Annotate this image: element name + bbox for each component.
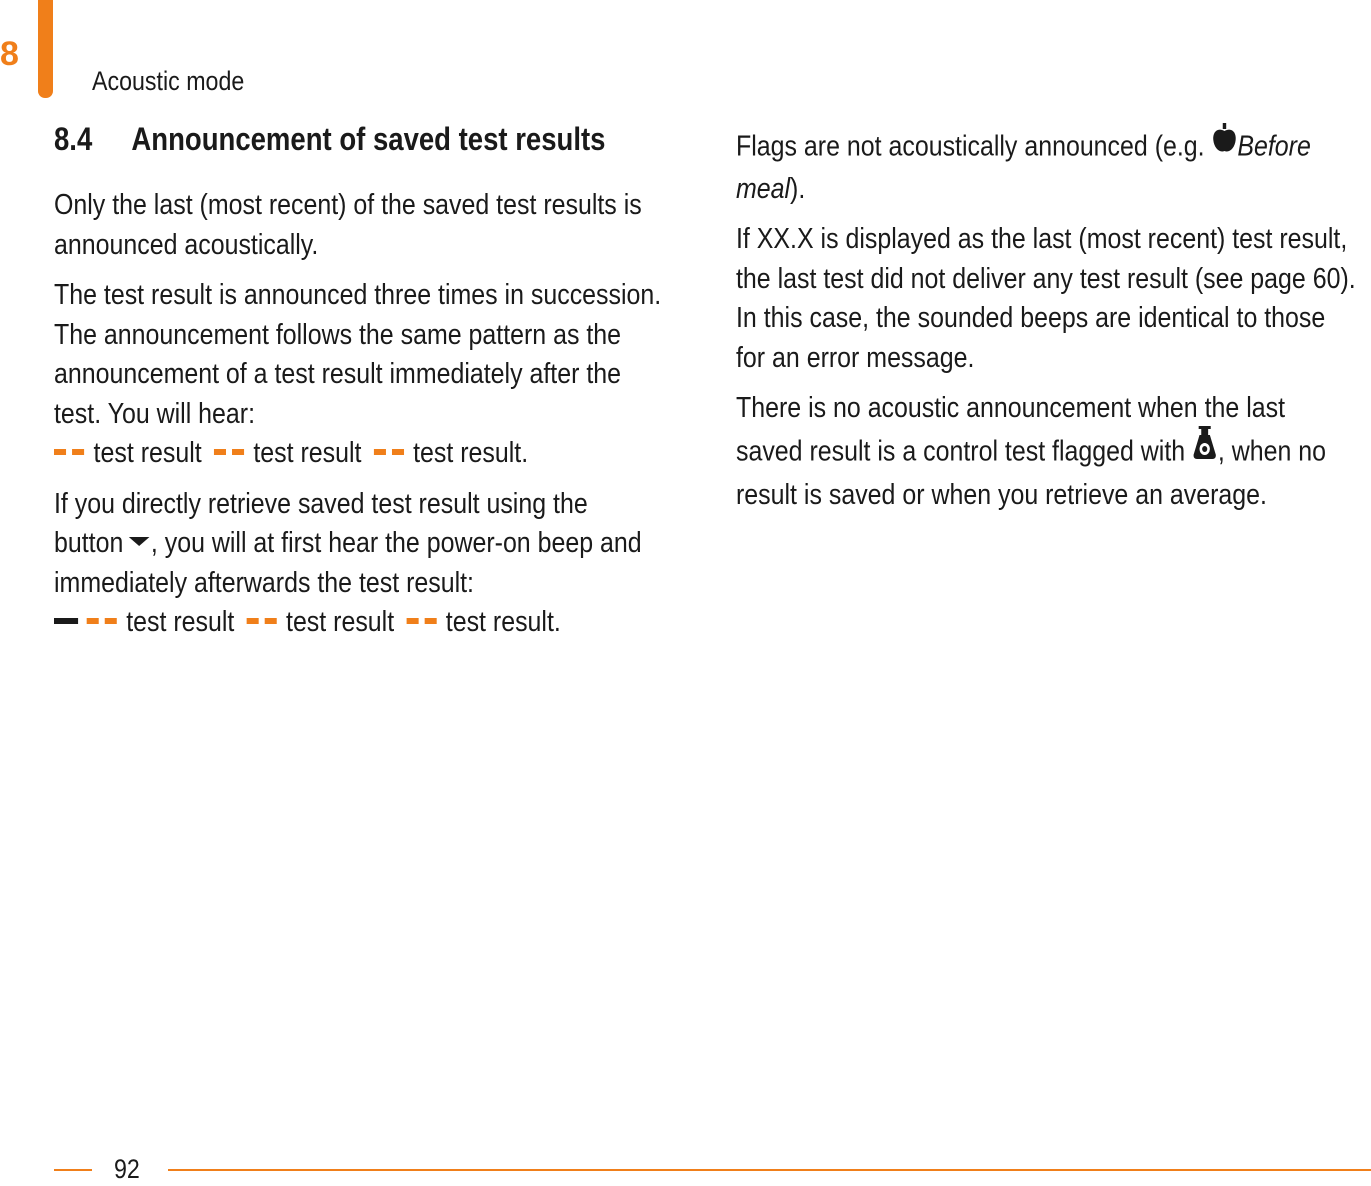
orange-dash-icon bbox=[374, 434, 410, 474]
sequence-item: test result bbox=[126, 606, 235, 638]
paragraph-flags bbox=[736, 126, 1364, 209]
page-number: 92 bbox=[114, 1154, 140, 1184]
orange-dash-icon bbox=[54, 434, 90, 474]
section-heading bbox=[54, 118, 673, 160]
footer-rule-right bbox=[168, 1169, 1371, 1171]
long-beep-icon bbox=[54, 618, 78, 624]
footer-rule-left bbox=[54, 1169, 92, 1171]
running-title: Acoustic mode bbox=[92, 66, 245, 96]
section-number: 8.4 bbox=[54, 121, 93, 157]
sequence-item: test result bbox=[286, 606, 395, 638]
sequence-item: test result bbox=[253, 437, 362, 469]
text-line: If XX.X is displayed as the last (most recent) test result, bbox=[736, 223, 1348, 255]
paragraph-no-announcement bbox=[736, 389, 1364, 516]
chapter-tab bbox=[38, 0, 53, 98]
text-fragment: saved result is a control test flagged with bbox=[736, 434, 1186, 467]
paragraph-xx-display bbox=[736, 220, 1364, 378]
text-line: for an error message. bbox=[736, 341, 975, 374]
flag-before-text: Before bbox=[1237, 130, 1311, 163]
paragraph-direct-retrieve bbox=[54, 485, 673, 643]
text-fragment: Flags are not acoustically announced (e.g. bbox=[736, 130, 1205, 163]
text-line bbox=[736, 429, 1364, 477]
text-line: The announcement follows the same pattern as the bbox=[54, 318, 622, 351]
paragraph-last-result bbox=[54, 186, 673, 265]
text-fragment: , when no bbox=[1217, 434, 1327, 467]
right-column bbox=[736, 126, 1371, 527]
section-title: Announcement of saved test results bbox=[131, 121, 606, 157]
text-line bbox=[736, 126, 1364, 170]
text-line: announcement of a test result immediately after the bbox=[54, 358, 621, 390]
text-line: result is saved or when you retrieve an average. bbox=[736, 479, 1267, 511]
text-fragment: , you will at first hear the power-on beep and bbox=[150, 527, 642, 559]
left-column bbox=[54, 118, 774, 654]
paragraph-three-times bbox=[54, 276, 673, 474]
orange-dash-icon bbox=[406, 603, 442, 643]
orange-dash-icon bbox=[214, 434, 250, 474]
text-line: announced acoustically. bbox=[54, 228, 319, 261]
flag-meal-text: meal bbox=[736, 172, 791, 205]
sequence-item: test result. bbox=[445, 606, 561, 638]
text-fragment: button bbox=[54, 527, 124, 559]
text-line bbox=[736, 170, 1364, 210]
text-line: test. You will hear: bbox=[54, 397, 256, 430]
text-line: the last test did not deliver any test result (see page 60). bbox=[736, 262, 1356, 295]
text-line: There is no acoustic announcement when the last bbox=[736, 392, 1286, 424]
orange-dash-icon bbox=[87, 603, 123, 643]
text-line: The test result is announced three times in succession. bbox=[54, 279, 662, 311]
text-fragment: ). bbox=[790, 172, 806, 205]
apple-icon bbox=[1212, 122, 1238, 166]
chapter-number: 8 bbox=[0, 35, 19, 73]
control-bottle-icon bbox=[1192, 425, 1218, 473]
text-line: Only the last (most recent) of the saved test results is bbox=[54, 189, 642, 221]
orange-dash-icon bbox=[246, 603, 282, 643]
text-line: In this case, the sounded beeps are identical to those bbox=[736, 302, 1326, 334]
sequence-item: test result bbox=[93, 437, 202, 469]
text-line: If you directly retrieve saved test result using the bbox=[54, 487, 588, 520]
text-line: immediately afterwards the test result: bbox=[54, 566, 474, 599]
sequence-item: test result. bbox=[413, 437, 529, 469]
down-arrow-button-icon bbox=[129, 537, 150, 546]
beep-sequence bbox=[54, 434, 673, 474]
text-line bbox=[54, 524, 673, 564]
beep-sequence bbox=[54, 603, 673, 643]
